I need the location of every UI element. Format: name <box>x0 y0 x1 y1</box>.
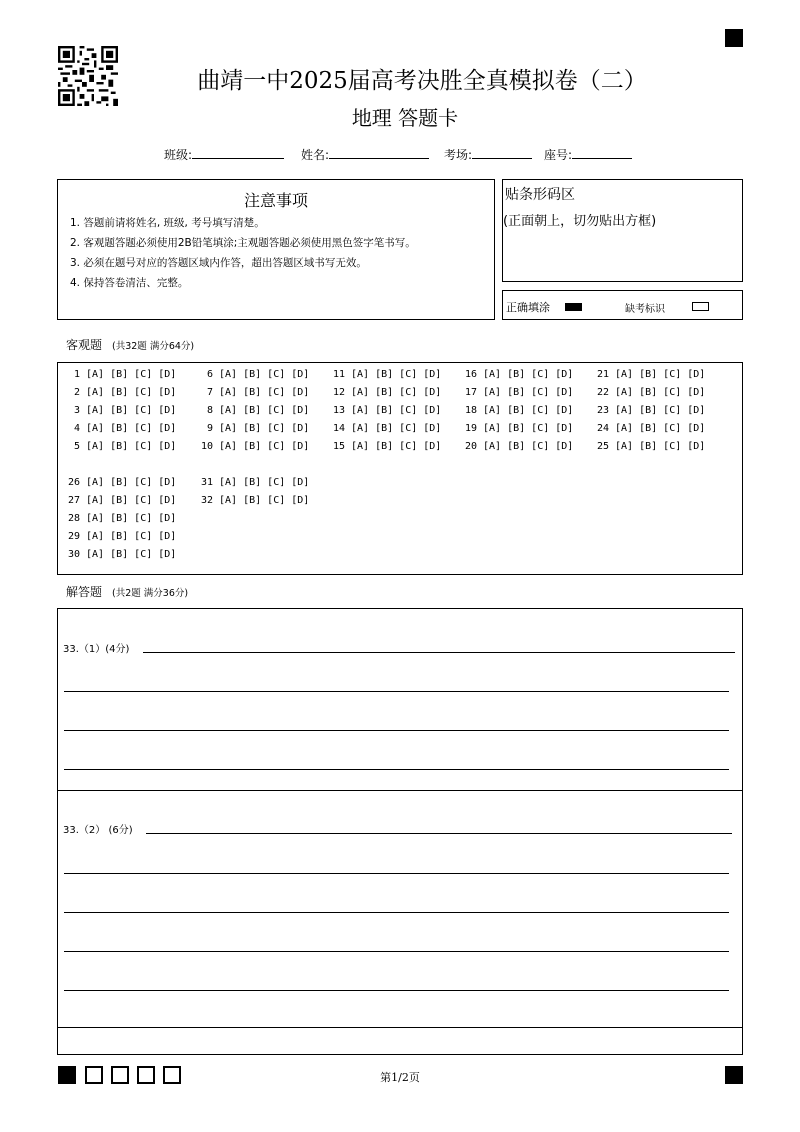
objective-question-1[interactable] <box>66 369 176 380</box>
answer-options[interactable]: [A] [B] [C] [D] <box>345 405 442 416</box>
notice-item: 4. 保持答卷清洁、完整。 <box>70 277 189 289</box>
question-number: 26 <box>67 477 80 488</box>
question-number: 15 <box>332 441 345 452</box>
answer-options[interactable]: [A] [B] [C] [D] <box>213 441 310 452</box>
question-number: 18 <box>464 405 477 416</box>
objective-question-23[interactable] <box>595 405 705 416</box>
objective-question-13[interactable] <box>331 405 441 416</box>
objective-question-17[interactable] <box>463 387 573 398</box>
question-number: 10 <box>200 441 213 452</box>
answer-line[interactable] <box>146 833 732 834</box>
question-number: 23 <box>596 405 609 416</box>
notice-box <box>57 179 495 320</box>
objective-question-28[interactable] <box>66 513 176 524</box>
question-divider <box>58 790 742 791</box>
objective-question-26[interactable] <box>66 477 176 488</box>
answer-line[interactable] <box>143 652 735 653</box>
objective-question-5[interactable] <box>66 441 176 452</box>
objective-question-12[interactable] <box>331 387 441 398</box>
answer-options[interactable]: [A] [B] [C] [D] <box>345 369 442 380</box>
info-field-seat: 座号: <box>544 146 632 163</box>
objective-question-7[interactable] <box>199 387 309 398</box>
answer-options[interactable]: [A] [B] [C] [D] <box>80 531 177 542</box>
info-field-class: 班级: <box>164 146 284 163</box>
objective-question-24[interactable] <box>595 423 705 434</box>
question-33-1-label: 33.（1）(4分) <box>63 644 130 655</box>
objective-question-9[interactable] <box>199 423 309 434</box>
objective-question-20[interactable] <box>463 441 573 452</box>
objective-question-10[interactable] <box>199 441 309 452</box>
answer-line[interactable] <box>64 951 729 952</box>
question-number: 21 <box>596 369 609 380</box>
question-number: 8 <box>206 405 213 416</box>
answer-options[interactable]: [A] [B] [C] [D] <box>80 405 177 416</box>
answer-options[interactable]: [A] [B] [C] [D] <box>80 387 177 398</box>
question-number: 20 <box>464 441 477 452</box>
question-number: 16 <box>464 369 477 380</box>
question-number: 7 <box>206 387 213 398</box>
answer-line[interactable] <box>64 769 729 770</box>
marking-legend <box>502 290 743 320</box>
answer-options[interactable]: [A] [B] [C] [D] <box>609 423 706 434</box>
answer-options[interactable]: [A] [B] [C] [D] <box>80 549 177 560</box>
question-number: 1 <box>73 369 80 380</box>
barcode-note: (正面朝上，切勿贴出方框) <box>503 214 657 229</box>
objective-question-2[interactable] <box>66 387 176 398</box>
answer-line[interactable] <box>64 691 729 692</box>
question-number: 11 <box>332 369 345 380</box>
question-number: 32 <box>200 495 213 506</box>
correct-fill-label: 正确填涂 <box>506 301 550 314</box>
question-number: 5 <box>73 441 80 452</box>
question-number: 29 <box>67 531 80 542</box>
question-number: 13 <box>332 405 345 416</box>
question-number: 24 <box>596 423 609 434</box>
question-number: 6 <box>206 369 213 380</box>
question-number: 27 <box>67 495 80 506</box>
objective-question-11[interactable] <box>331 369 441 380</box>
answer-line[interactable] <box>64 873 729 874</box>
answer-options[interactable]: [A] [B] [C] [D] <box>477 423 574 434</box>
objective-question-32[interactable] <box>199 495 309 506</box>
objective-question-14[interactable] <box>331 423 441 434</box>
answer-options[interactable]: [A] [B] [C] [D] <box>213 495 310 506</box>
barcode-area <box>502 179 743 282</box>
objective-question-18[interactable] <box>463 405 573 416</box>
answer-options[interactable]: [A] [B] [C] [D] <box>80 495 177 506</box>
notice-title: 注意事项 <box>243 191 308 210</box>
answer-options[interactable]: [A] [B] [C] [D] <box>80 441 177 452</box>
question-number: 2 <box>73 387 80 398</box>
objective-question-16[interactable] <box>463 369 573 380</box>
objective-question-22[interactable] <box>595 387 705 398</box>
objective-question-31[interactable] <box>199 477 309 488</box>
objective-question-29[interactable] <box>66 531 176 542</box>
question-number: 17 <box>464 387 477 398</box>
objective-question-4[interactable] <box>66 423 176 434</box>
answer-options[interactable]: [A] [B] [C] [D] <box>477 369 574 380</box>
answer-options[interactable]: [A] [B] [C] [D] <box>609 369 706 380</box>
question-33-2-label: 33.（2） (6分) <box>63 825 133 836</box>
notice-item: 2. 客观题答题必须使用2B铅笔填涂;主观题答题必须使用黑色签字笔书写。 <box>70 237 416 249</box>
answer-line[interactable] <box>64 730 729 731</box>
question-number: 25 <box>596 441 609 452</box>
objective-answer-box <box>57 362 743 575</box>
answer-options[interactable]: [A] [B] [C] [D] <box>345 387 442 398</box>
answer-options[interactable]: [A] [B] [C] [D] <box>80 369 177 380</box>
card-subtitle: 地理 答题卡 <box>351 106 459 130</box>
info-field-name: 姓名: <box>301 146 429 163</box>
subjective-answer-box <box>57 608 743 1055</box>
answer-options[interactable]: [A] [B] [C] [D] <box>609 405 706 416</box>
answer-options[interactable]: [A] [B] [C] [D] <box>80 477 177 488</box>
subjective-section-label: 解答题 (共2题 满分36分) <box>66 585 189 599</box>
answer-options[interactable]: [A] [B] [C] [D] <box>477 405 574 416</box>
barcode-title: 贴条形码区 <box>505 187 575 203</box>
answer-options[interactable]: [A] [B] [C] [D] <box>345 423 442 434</box>
answer-options[interactable]: [A] [B] [C] [D] <box>213 405 310 416</box>
answer-options[interactable]: [A] [B] [C] [D] <box>477 441 574 452</box>
objective-question-21[interactable] <box>595 369 705 380</box>
question-number: 28 <box>67 513 80 524</box>
answer-options[interactable]: [A] [B] [C] [D] <box>213 387 310 398</box>
objective-question-30[interactable] <box>66 549 176 560</box>
objective-question-3[interactable] <box>66 405 176 416</box>
page-number: 第1/2页 <box>380 1071 420 1084</box>
answer-options[interactable]: [A] [B] [C] [D] <box>477 387 574 398</box>
answer-line[interactable] <box>64 912 729 913</box>
answer-options[interactable]: [A] [B] [C] [D] <box>80 423 177 434</box>
answer-options[interactable]: [A] [B] [C] [D] <box>80 513 177 524</box>
answer-options[interactable]: [A] [B] [C] [D] <box>609 441 706 452</box>
question-number: 12 <box>332 387 345 398</box>
absent-mark-label: 缺考标识 <box>625 304 665 315</box>
notice-item: 1. 答题前请将姓名, 班级, 考号填写清楚。 <box>70 217 265 229</box>
question-number: 30 <box>67 549 80 560</box>
question-number: 19 <box>464 423 477 434</box>
objective-question-19[interactable] <box>463 423 573 434</box>
absent-mark-box[interactable] <box>692 302 709 311</box>
answer-options[interactable]: [A] [B] [C] [D] <box>213 477 310 488</box>
bottom-divider <box>58 1027 742 1028</box>
question-number: 31 <box>200 477 213 488</box>
question-number: 3 <box>73 405 80 416</box>
objective-section-label: 客观题 (共32题 满分64分) <box>66 338 195 352</box>
objective-question-25[interactable] <box>595 441 705 452</box>
notice-item: 3. 必须在题号对应的答题区域内作答，超出答题区域书写无效。 <box>70 257 367 269</box>
question-number: 9 <box>206 423 213 434</box>
question-number: 14 <box>332 423 345 434</box>
corner-mark-top-right <box>725 29 743 47</box>
question-number: 22 <box>596 387 609 398</box>
answer-options[interactable]: [A] [B] [C] [D] <box>345 441 442 452</box>
question-number: 4 <box>73 423 80 434</box>
objective-question-8[interactable] <box>199 405 309 416</box>
correct-fill-sample <box>565 303 582 311</box>
info-field-room: 考场: <box>444 146 532 163</box>
objective-question-27[interactable] <box>66 495 176 506</box>
objective-question-15[interactable] <box>331 441 441 452</box>
answer-options[interactable]: [A] [B] [C] [D] <box>213 423 310 434</box>
exam-title: 曲靖一中2025届高考决胜全真模拟卷（二） <box>197 68 647 94</box>
answer-options[interactable]: [A] [B] [C] [D] <box>609 387 706 398</box>
answer-line[interactable] <box>64 990 729 991</box>
answer-options[interactable]: [A] [B] [C] [D] <box>213 369 310 380</box>
objective-question-6[interactable] <box>199 369 309 380</box>
